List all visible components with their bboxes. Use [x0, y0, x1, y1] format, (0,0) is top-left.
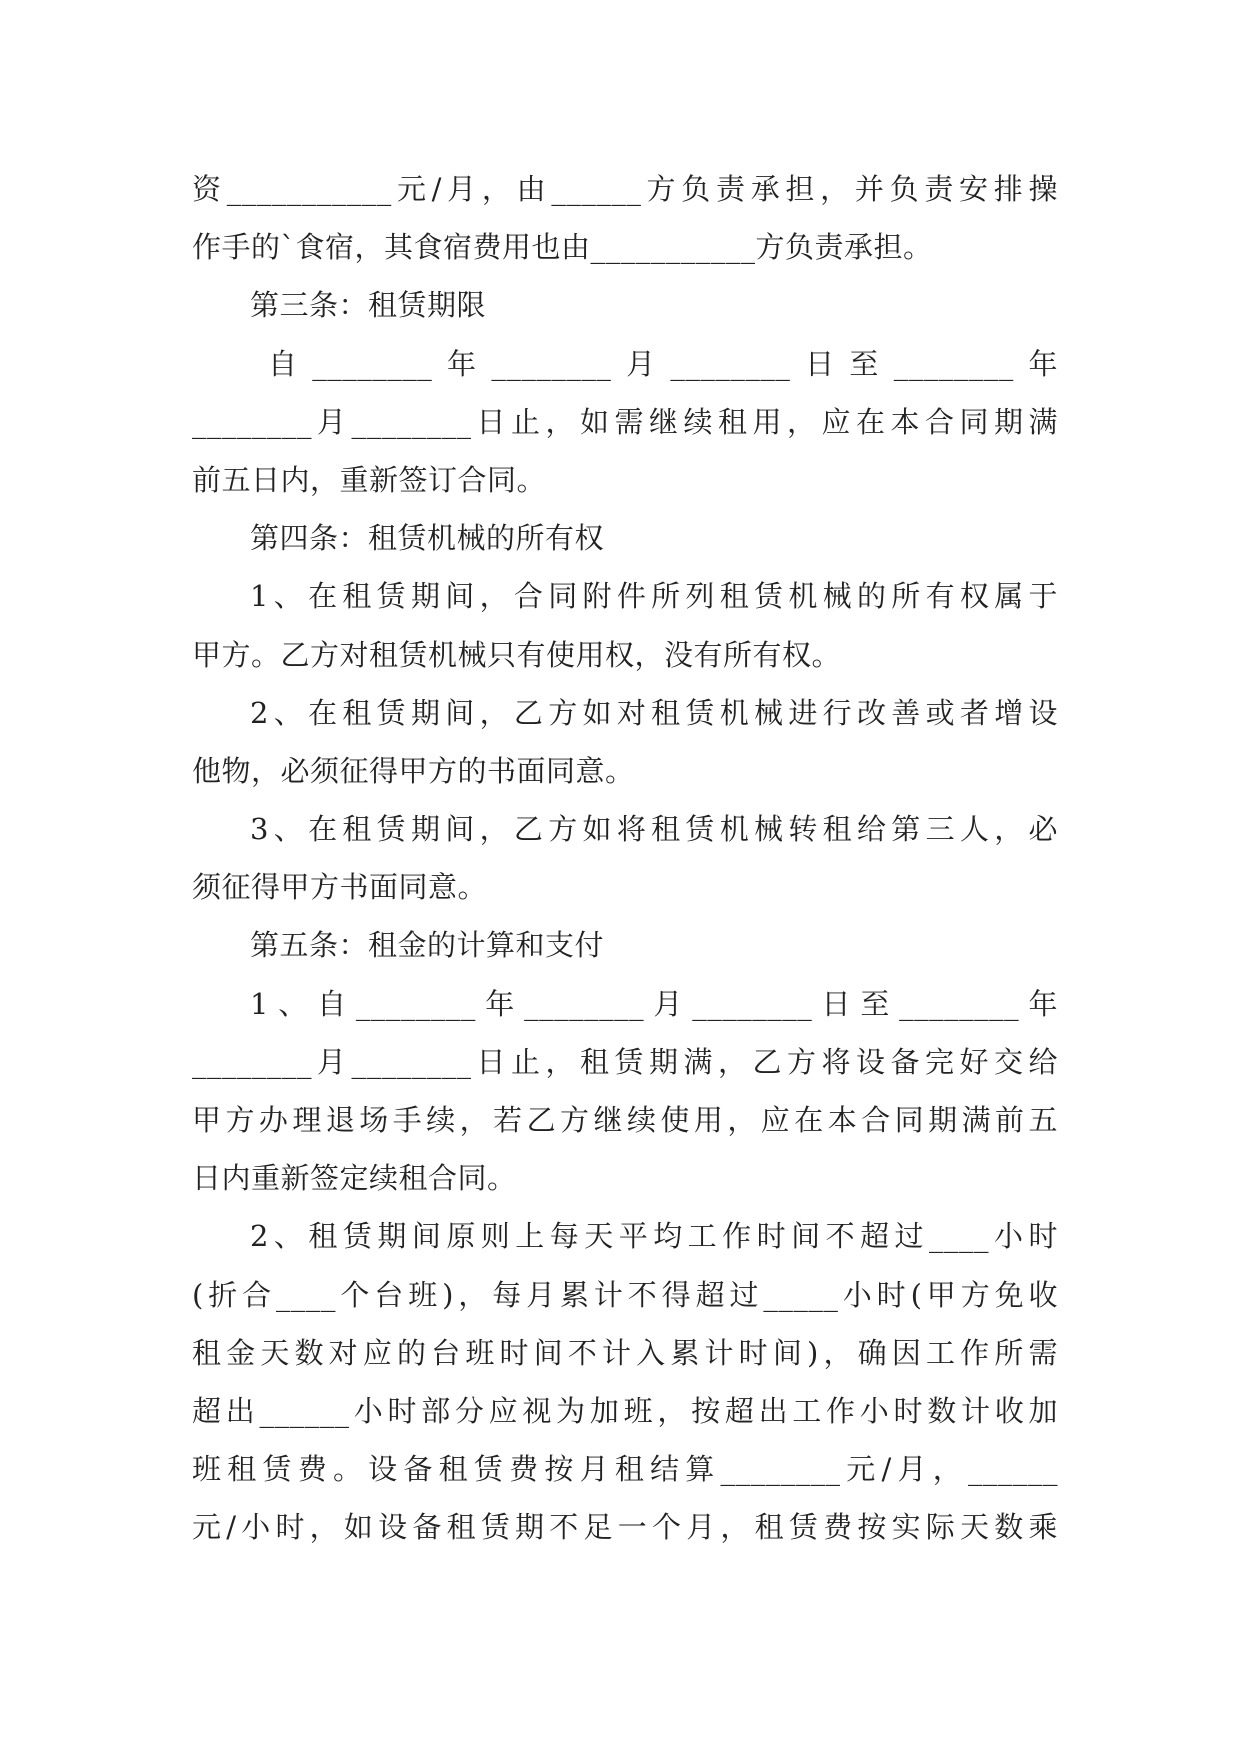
text-line: 元/小时，如设备租赁期不足一个月，租赁费按实际天数乘 — [192, 1510, 1058, 1545]
text-line: 日内重新签定续租合同。 — [192, 1161, 517, 1196]
section-heading: 第三条：租赁期限 — [250, 288, 487, 323]
text-line: 甲方。乙方对租赁机械只有使用权，没有所有权。 — [192, 637, 842, 672]
text-line: 1、自________年________月________日至________年 — [250, 986, 1058, 1021]
text-line: 自________年________月________日至________年 — [268, 346, 1058, 381]
text-line: 1、在租赁期间，合同附件所列租赁机械的所有权属于 — [250, 579, 1058, 614]
section-heading: 第四条：租赁机械的所有权 — [250, 521, 605, 556]
text-line: 班租赁费。设备租赁费按月租结算________元/月，______ — [192, 1452, 1058, 1487]
text-line: 前五日内，重新签订合同。 — [192, 462, 547, 497]
text-line: 甲方办理退场手续，若乙方继续使用，应在本合同期满前五 — [192, 1103, 1058, 1137]
text-line: 租金天数对应的台班时间不计入累计时间)，确因工作所需 — [192, 1335, 1058, 1370]
text-line: 他物，必须征得甲方的书面同意。 — [192, 753, 635, 788]
section-heading: 第五条：租金的计算和支付 — [250, 928, 605, 963]
text-line: 须征得甲方书面同意。 — [192, 870, 488, 905]
document-page — [192, 160, 1058, 1557]
text-line: ________月________日止，租赁期满，乙方将设备完好交给 — [192, 1044, 1058, 1079]
text-line: 2、租赁期间原则上每天平均工作时间不超过____小时 — [250, 1219, 1058, 1254]
text-line: 超出______小时部分应视为加班，按超出工作小时数计收加 — [192, 1393, 1058, 1428]
text-line: 3、在租赁期间，乙方如将租赁机械转租给第三人，必 — [250, 812, 1058, 847]
text-line: (折合____个台班)，每月累计不得超过_____小时(甲方免收 — [192, 1277, 1058, 1312]
text-line: 2、在租赁期间，乙方如对租赁机械进行改善或者增设 — [250, 695, 1058, 730]
text-line: 作手的`食宿，其食宿费用也由___________方负责承担。 — [192, 230, 933, 265]
text-line: 资___________元/月，由______方负责承担，并负责安排操 — [192, 172, 1058, 206]
text-line: ________月________日止，如需继续租用，应在本合同期满 — [192, 404, 1058, 439]
